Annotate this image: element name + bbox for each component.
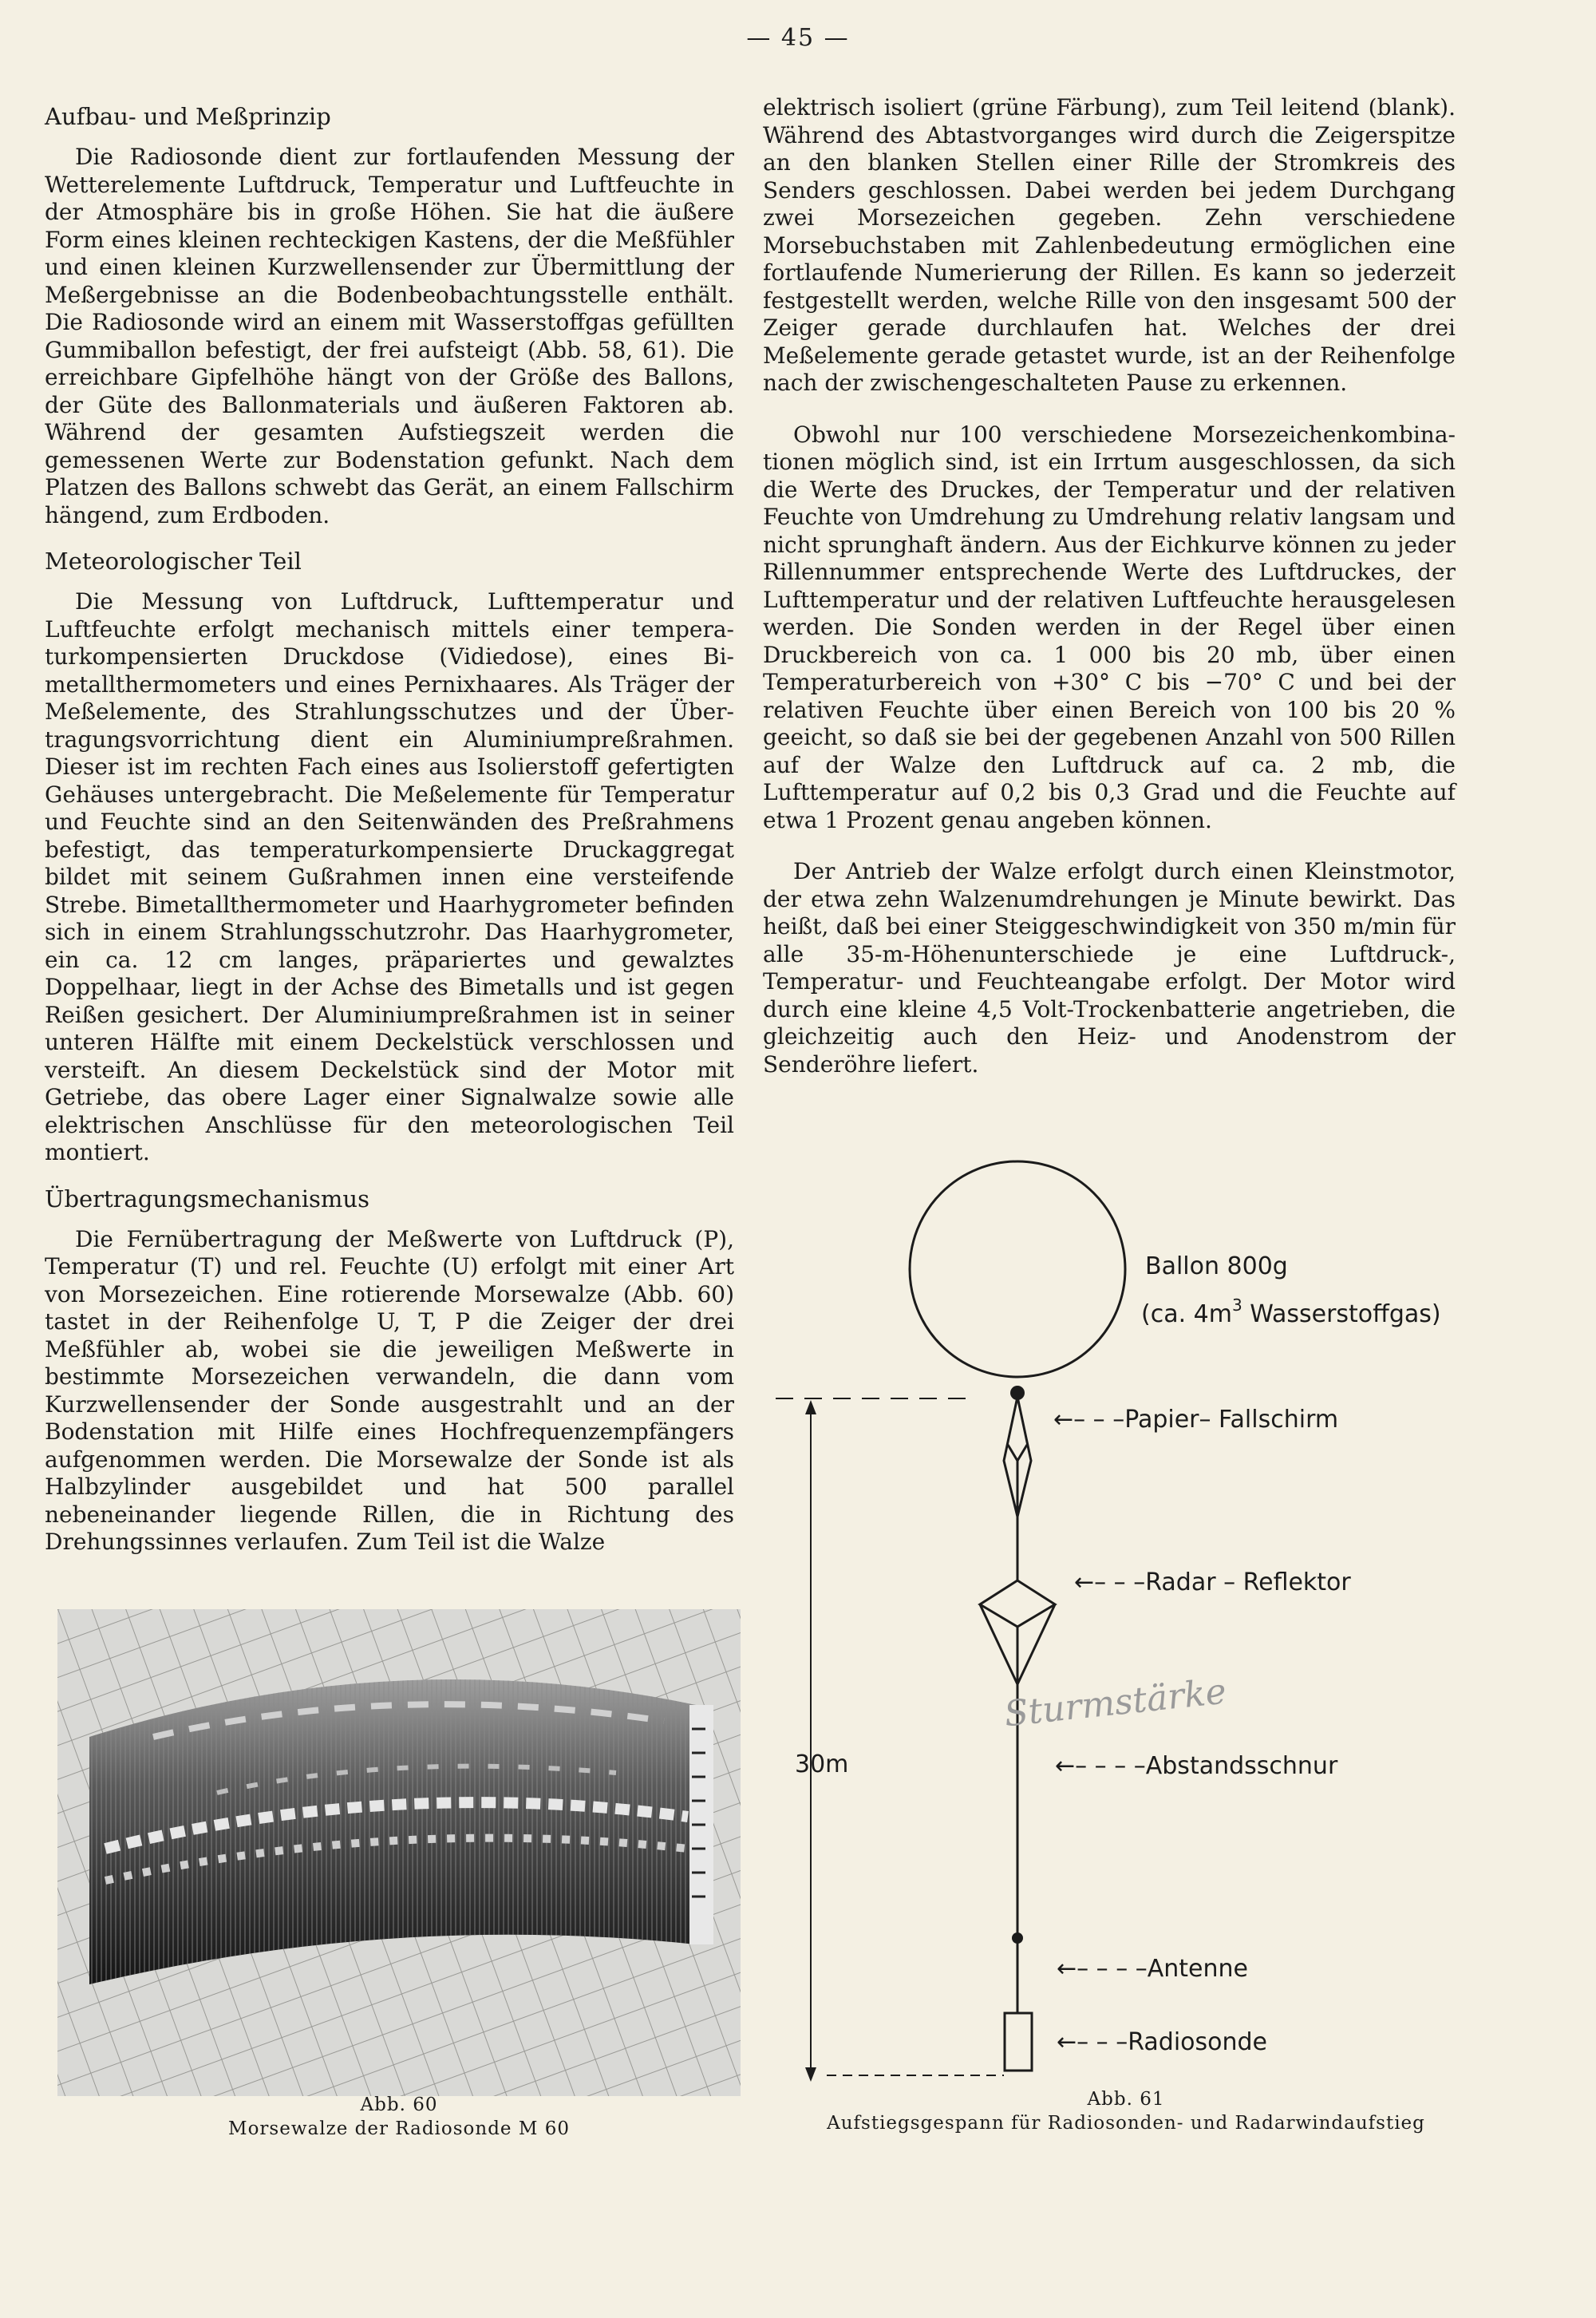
caption-60-text: Morsewalze der Radiosonde M 60 (228, 2118, 570, 2139)
label-fallschirm: ←– – –Papier– Fallschirm (1053, 1406, 1339, 1434)
paragraph-morsezeichen: Obwohl nur 100 verschiedene Morsezeichenkombinationen möglich sind, ist ein Irrtum ausgeschlossen, da sich die Werte des Druckes, der Temperatur und der relativen Feuchte von Umdrehung zu Umdrehung relativ langsam und nicht sprunghaft ändern. Aus der Eichkurve können zu jeder Rillennummer entsprechende Werte des Luftdruckes, der Lufttemperatur und der relativen Luftfeuchte herausgelesen werden. Die Sonden werden in der Regel über einen Druckbereich von ca. 1 000 bis 20 mb, über einen Temperaturbereich von +30° C bis −70° C und bei der relativen Feuchte über einen Bereich von 100 bis 20 % geeicht, so daß sie bei der gegebenen Anzahl von 500 Rillen auf der Walze den Luftdruck auf ca. 2 mb, die Lufttemperatur auf 0,2 bis 0,3 Grad und die Feuchte auf etwa 1 Prozent genau angeben können. (763, 421, 1456, 833)
paragraph-meteorologisch: Die Messung von Luftdruck, Lufttemperatur und Luftfeuchte erfolgt mechanisch mittels einer temperaturkompensierten Druckdose (Vidiedose), eines Bimetallthermometers und eines Pernixhaares. Als Träger der Meßelemente, des Strahlungsschutzes und der Übertragungsvorrichtung dient ein Aluminiumpreßrahmen. Dieser ist im rechten Fach eines aus Isolierstoff gefertigten Gehäuses untergebracht. Die Meßelemente für Temperatur und Feuchte sind an den Seitenwänden des Preßrahmens befestigt, das temperaturkompensierte Druckaggregat bildet mit seinem Gußrahmen innen eine versteifende Strebe. Bimetallthermometer und Haarhygrometer befinden sich in einem Strahlungsschutzrohr. Das Haarhygrometer, ein ca. 12 cm langes, präpariertes und gewalztes Doppelhaar, liegt in der Achse des Bimetalls und ist gegen Reißen gesichert. Der Aluminiumpreßrahmen ist in seiner unteren Hälfte mit einem Deckelstück verschlossen und versteift. An diesem Deckelstück sind der Motor mit Getriebe, das obere Lager einer Signalwalze sowie alle elektrischen Anschlüsse für den meteorologischen Teil montiert. (45, 588, 734, 1165)
pencil-annotation: Sturmstärke (1002, 1671, 1229, 1735)
caption-figure-61 (771, 2087, 1481, 2135)
heading-meteorologisch: Meteorologischer Teil (45, 548, 302, 575)
reflektor-shape (980, 1580, 1055, 1684)
paragraph-aufbau: Die Radiosonde dient zur fortlaufenden Messung der Wetterelemente Luftdruck, Temperatur und Luftfeuchte in der Atmosphäre bis in große Höhen. Sie hat die äußere Form eines kleinen rechteckigen Kastens, der die Meßfühler und einen kleinen Kurzwellensender zur Übermittlung der Meßergebnisse an die Bodenbeobachtungsstelle enthält. Die Radiosonde wird an einem mit Wasserstoffgas gefüllten Gummiballon befestigt, der frei aufsteigt (Abb. 58, 61). Die erreichbare Gipfelhöhe hängt von der Größe des Ballons, der Güte des Ballonmaterials und äußeren Faktoren ab. Während der gesamten Aufstiegszeit werden die gemessenen Werte zur Bodenstation gefunkt. Nach dem Platzen des Ballons schwebt das Gerät, an einem Fallschirm hängend, zum Erdboden. (45, 144, 734, 528)
paragraph-antrieb: Der Antrieb der Walze erfolgt durch einen Kleinstmotor, der etwa zehn Walzenumdrehungen je Minute bewirkt. Das heißt, daß bei einer Steiggeschwindigkeit von 350 m/min für alle 35-m-Höhenunterschiede je eine Luftdruck-, Temperatur- und Feuchteangabe erfolgt. Der Motor wird durch eine kleine 4,5 Volt-Trockenbatterie angetrieben, die gleichzeitig auch den Heiz- und Anodenstrom der Senderöhre liefert. (763, 858, 1456, 1078)
caption-60-number: Abb. 60 (360, 2095, 438, 2115)
left-column (45, 102, 734, 1574)
aufstieg-diagram (766, 1157, 1564, 2083)
right-column (763, 94, 1456, 1102)
page-number: — 45 — (746, 24, 850, 52)
label-schnur: ←– – – –Abstandsschnur (1055, 1752, 1338, 1780)
label-antenne: ←– – – –Antenne (1057, 1955, 1248, 1983)
label-ballon: Ballon 800g (1145, 1252, 1288, 1280)
label-gas: (ca. $4m^3$ Wasserstoffgas) (1141, 1295, 1441, 1328)
paragraph-continued: elektrisch isoliert (grüne Färbung), zum Teil leitend (blank). Während des Abtastvorganges wird durch die Zeigerspitze an den blanken Stellen einer Rille der Stromkreis des Senders geschlossen. Dabei werden bei jedem Durchgang zwei Morsezeichen gegeben. Zehn verschiedene Morsebuchstaben mit Zahlenbedeutung ermöglichen eine fortlaufende Numerierung der Rillen. Es kann so jederzeit festgestellt werden, welche Rille von den insgesamt 500 der Zeiger gerade durchlaufen hat. Welches der drei Meßelemente gerade getastet wurde, ist an der Reihenfolge nach der zwischengeschalteten Pause zu erkennen. (763, 94, 1456, 396)
height-arrow-top (805, 1400, 816, 1414)
caption-61-number: Abb. 61 (1087, 2089, 1165, 2110)
label-reflektor: ←– – –Radar – Reflektor (1074, 1568, 1351, 1596)
antenne-point (1012, 1932, 1023, 1944)
heading-uebertragung: Übertragungsmechanismus (45, 1185, 369, 1212)
caption-figure-60 (57, 2093, 741, 2141)
label-radiosonde: ←– – –Radiosonde (1057, 2028, 1268, 2056)
paragraph-uebertragung: Die Fernübertragung der Meßwerte von Luftdruck (P), Temperatur (T) und rel. Feuchte (U) erfolgt mit einer Art von Morsezeichen. Eine rotierende Morsewalze (Abb. 60) tastet in der Reihenfolge U, T, P die Zeiger der drei Meßfühler ab, wobei sie die jeweiligen Meßwerte in bestimmte Morsezeichen verwandeln, die dann vom Kurzwellensender der Sonde ausgestrahlt und an der Bodenstation mit Hilfe eines Hochfrequenzempfängers aufgenommen werden. Die Morsewalze der Sonde ist als Halbzylinder ausgebildet und hat 500 parallel nebeneinander liegende Rillen, die in Richtung des Drehungssinnes verlaufen. Zum Teil ist die Walze (45, 1225, 734, 1555)
fallschirm-shape (1004, 1397, 1031, 1517)
label-height: 30m (795, 1750, 849, 1778)
radiosonde-box (1005, 2013, 1032, 2071)
heading-aufbau: Aufbau- und Meßprinzip (45, 103, 331, 130)
morsewalze-photo (57, 1609, 741, 2096)
caption-61-text: Aufstiegsgespann für Radiosonden- und Radarwindaufstieg (827, 2113, 1425, 2134)
morsewalze-illustration (57, 1609, 741, 2096)
height-arrow-bottom (805, 2067, 816, 2082)
ballon-shape (910, 1161, 1125, 1377)
